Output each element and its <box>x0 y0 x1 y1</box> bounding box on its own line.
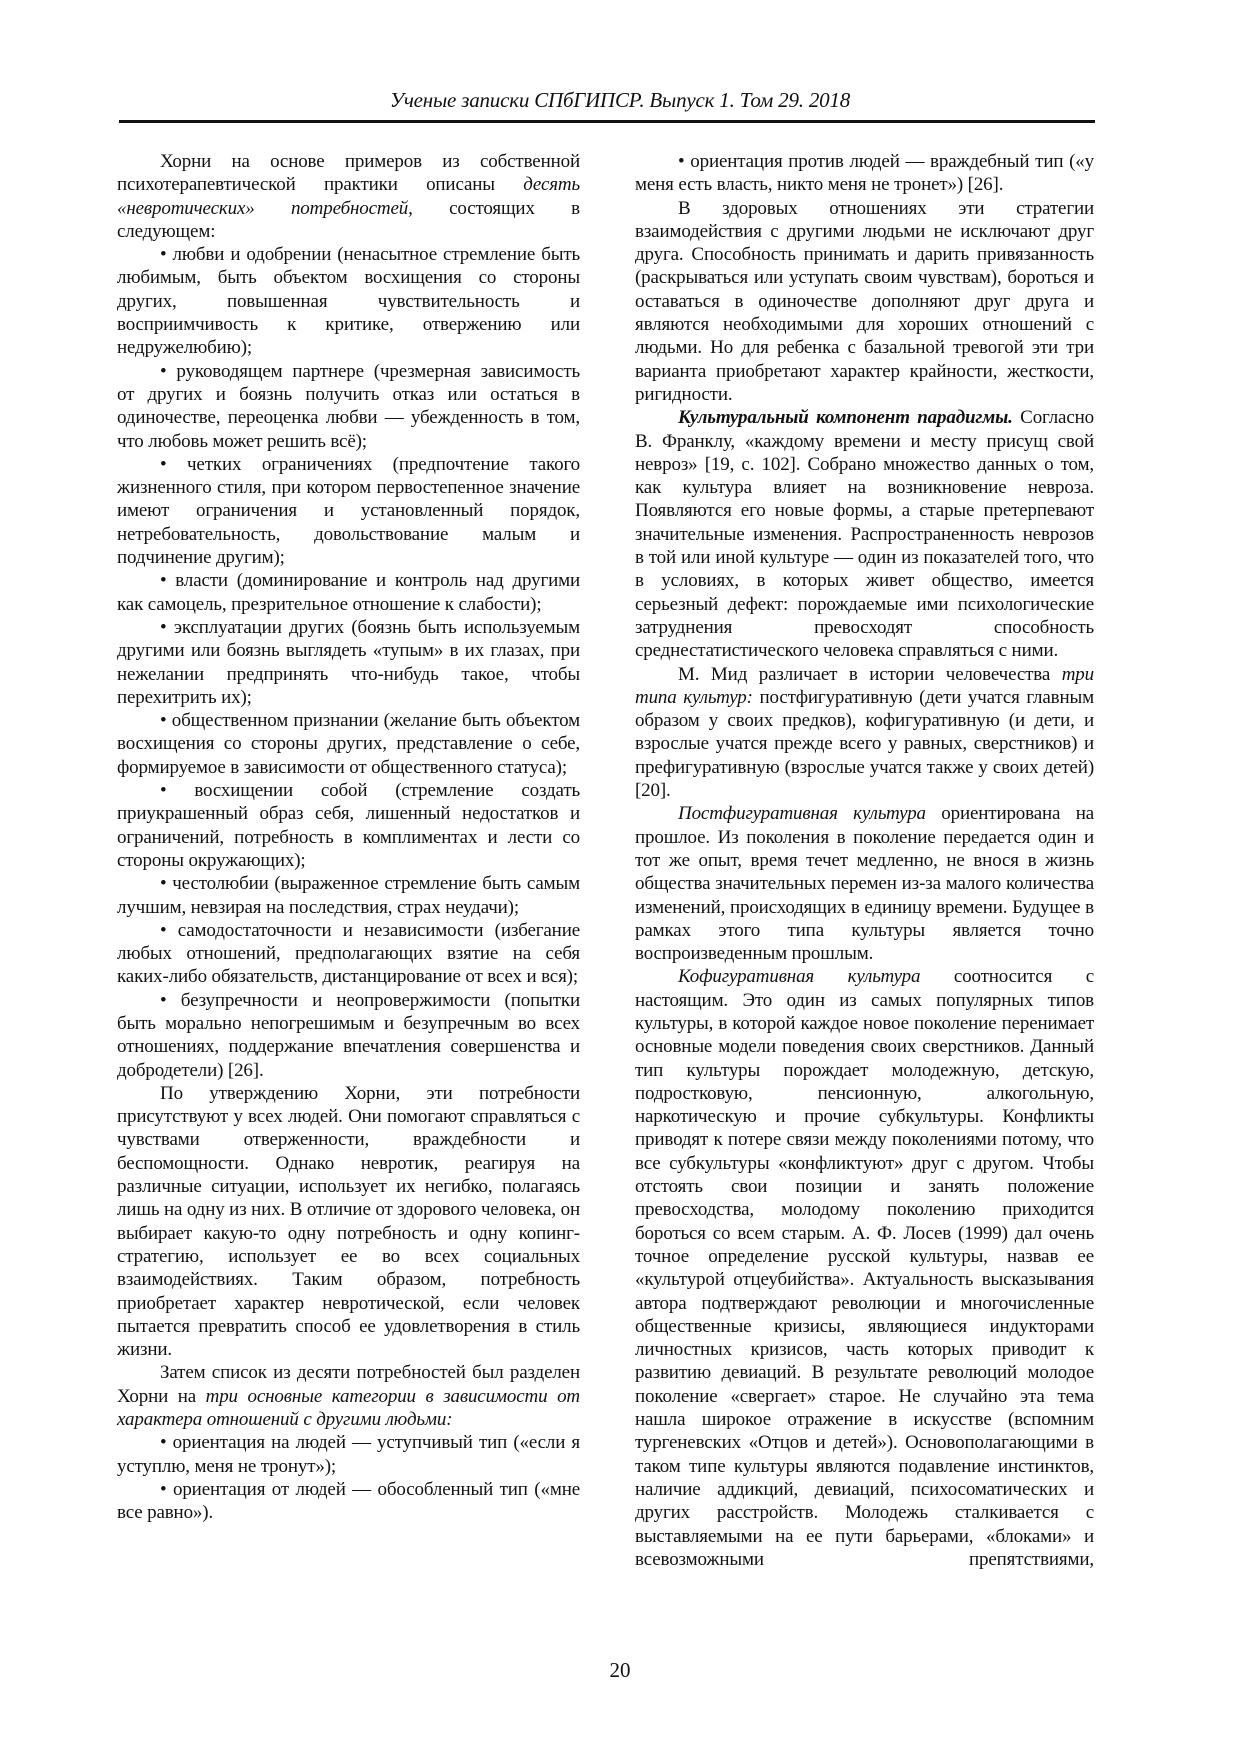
paragraph <box>117 709 580 779</box>
paragraph <box>117 453 580 569</box>
paragraph <box>635 406 1094 662</box>
body-text: • четких ограничениях (предпочтение такого жизненного стиля, при котором первостепенное значение имеют ограничения и установленный порядок, нетребовательность, довольствование малым и подчинение другим); <box>117 453 580 569</box>
body-text: • самодостаточности и независимости (избегание любых отношений, предполагающих взятие на себя каких-либо обязательств, дистанцирование от всех и вся); <box>117 919 580 988</box>
right-column <box>635 150 1094 1571</box>
paragraph <box>117 1478 580 1525</box>
body-text: ориентирована на прошлое. Из поколения в поколение передается один и тот же опыт, время течет медленно, не внося в жизнь общества значительных перемен из-за малого количества изменений, происходящих в единицу времени. Будущее в рамках этого типа культуры является точно воспроизведенным прошлым. <box>635 803 1094 965</box>
header-rule <box>119 120 1095 123</box>
body-text: состоящих в следующем: <box>117 197 580 242</box>
emphasis-text: три основные категории в зависимости от характера отношений с другими людьми: <box>117 1385 580 1431</box>
paragraph <box>117 616 580 709</box>
paragraph <box>635 663 1094 803</box>
body-text: • эксплуатации других (боязнь быть используемым другими или боязнь выглядеть «тупым» в их глазах, при нежелании предпринять что-нибудь такое, чтобы перехитрить их); <box>117 616 580 708</box>
paragraph <box>117 1082 580 1362</box>
body-text: • ориентация на людей — уступчивый тип («если я уступлю, меня не тронут»); <box>117 1432 580 1477</box>
paragraph <box>117 872 580 919</box>
emphasis-text: Кофигуративная культура <box>678 966 921 988</box>
body-text: М. Мид различает в истории человечества <box>678 663 1062 685</box>
body-text: • любви и одобрении (ненасытное стремление быть любимым, быть объектом восхищения со стороны других, повышенная чувствительность и восприимчивость к критике, отвержению или недружелюбию); <box>117 244 580 359</box>
section-heading: Культуральный компонент парадигмы. <box>678 407 1013 429</box>
body-text: Согласно В. Франклу, «каждому времени и месту присущ свой невроз» [19, с. 102]. Собрано множество данных о том, как культура влияет на возникновение невроза. Появляются его новые формы, а старые претерпевают значительные изменения. Распространенность неврозов в той или иной культуре — один из показателей того, что в условиях, в которых живет общество, имеется серьезный дефект: порождаемые ими психологические затруднения превосходят способность среднестатистического человека справляться с ними. <box>635 407 1094 662</box>
paragraph <box>117 989 580 1082</box>
body-text: • руководящем партнере (чрезмерная зависимость от других и боязнь получить отказ или остаться в одиночестве, переоценка любви — убежденность в том, что любовь может решить всё); <box>117 360 580 452</box>
paragraph <box>117 360 580 453</box>
body-text: • ориентация от людей — обособленный тип («мне все равно»). <box>117 1478 580 1524</box>
emphasis-text: три типа культур: <box>635 663 1094 708</box>
left-column <box>117 150 580 1525</box>
paragraph <box>117 243 580 359</box>
emphasis-text: десять «невротических» потребностей, <box>117 174 580 219</box>
paragraph <box>117 150 580 243</box>
page-number: 20 <box>609 1658 631 1682</box>
paragraph <box>117 569 580 616</box>
paragraph <box>117 779 580 872</box>
body-text: По утверждению Хорни, эти потребности присутствуют у всех людей. Они помогают справляться с чувствами отверженности, враждебности и беспомощности. Однако невротик, реагируя на различные ситуации, использует их негибко, полагаясь лишь на одну из них. В отличие от здорового человека, он выбирает какую-то одну потребность и одну копинг-стратегию, использует ее во всех социальных взаимодействиях. Таким образом, потребность приобретает характер невротической, если человек пытается превратить способ ее удовлетворения в стиль жизни. <box>117 1082 580 1361</box>
paragraph <box>117 919 580 989</box>
body-text: • ориентация против людей — враждебный тип («у меня есть власть, никто меня не тронет») [26]. <box>635 151 1094 196</box>
body-text: постфигуративную (дети учатся главным образом у своих предков), кофигуративную (и дети, и взрослые учатся прежде всего у равных, сверстников) и префигуративную (взрослые учатся также у своих детей) [20]. <box>635 686 1094 802</box>
emphasis-text: Постфигуративная культура <box>678 803 926 825</box>
body-text: В здоровых отношениях эти стратегии взаимодействия с другими людьми не исключают друг друга. Способность принимать и дарить привязанность (раскрываться или уступать своим чувствам), бороться и оставаться в одиночестве дополняют друг друга и являются необходимыми для хороших отношений с людьми. Но для ребенка с базальной тревогой эти три варианта приобретают характер крайности, жесткости, ригидности. <box>635 197 1094 405</box>
body-text: соотносится с настоящим. Это один из самых популярных типов культуры, в которой каждое новое поколение перенимает основные модели поведения своих сверстников. Данный тип культуры порождает молодежную, детскую, подростковую, пенсионную, алкогольную, наркотическую и прочие субкультуры. Конфликты приводят к потере связи между поколениями потому, что все субкультуры «конфликтуют» друг с другом. Чтобы отстоять свои позиции и занять положение превосходства, молодому поколению приходится бороться со всем старым. А. Ф. Лосев (1999) дал очень точное определение русской культуры, назвав ее «культурой отцеубийства». Актуальность высказывания автора подтверждают революции и многочисленные общественные кризисы, являющиеся индукторами личностных кризисов, часть которых приводит к развитию девиаций. В результате революций молодое поколение «свергает» старое. Не случайно эта тема нашла широкое отражение в искусстве (вспомним тургеневских «Отцов и детей»). Основополагающими в таком типе культуры являются подавление инстинктов, наличие аддикций, девиаций, психосоматических и других расстройств. Молодежь сталкивается с выставляемыми на ее пути барьерами, «блоками» и всевозможными препятствиями, <box>635 966 1094 1570</box>
body-text: • честолюбии (выраженное стремление быть самым лучшим, невзирая на последствия, страх неудачи); <box>117 873 580 918</box>
body-text: Затем список из десяти потребностей был разделен Хорни на <box>117 1362 580 1407</box>
paragraph <box>117 1361 580 1431</box>
paragraph <box>117 1431 580 1478</box>
paragraph <box>635 965 1094 1571</box>
body-text: • восхищении собой (стремление создать приукрашенный образ себя, лишенный недостатков и ограничений, потребность в комплиментах и лести со стороны окружающих); <box>117 780 580 871</box>
body-text: • общественном признании (желание быть объектом восхищения со стороны других, представление о себе, формируемое в зависимости от общественного статуса); <box>117 710 580 778</box>
body-text: • власти (доминирование и контроль над другими как самоцель, презрительное отношение к слабости); <box>117 570 580 615</box>
paragraph <box>635 802 1094 965</box>
paragraph <box>635 197 1094 407</box>
running-header: Ученые записки СПбГИПСР. Выпуск 1. Том 29. 2018 <box>389 88 851 112</box>
paragraph <box>635 150 1094 197</box>
body-text: • безупречности и неопровержимости (попытки быть морально непогрешимым и безупречным во всех отношениях, поддержание впечатления совершенства и добродетели) [26]. <box>117 989 580 1081</box>
body-text: Хорни на основе примеров из собственной психотерапевтической практики описаны <box>117 151 580 196</box>
